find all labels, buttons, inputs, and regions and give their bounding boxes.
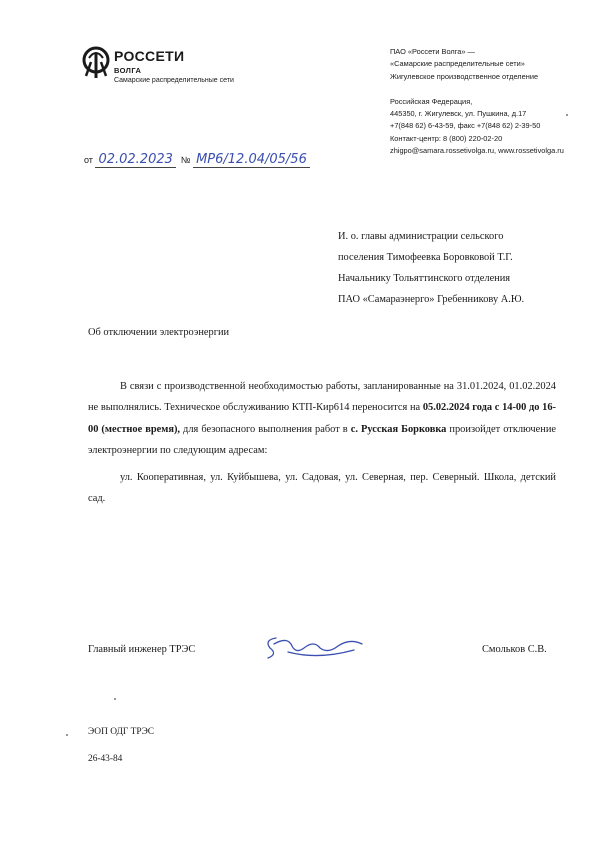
logo-brand: РОССЕТИ	[114, 48, 185, 64]
letter-subject: Об отключении электроэнергии	[88, 327, 230, 338]
addressee-line: Начальнику Тольяттинского отделения	[338, 273, 511, 284]
logo-sub: ВОЛГА	[114, 66, 142, 75]
org-info	[390, 46, 590, 157]
signer-name: Смольков С.В.	[482, 644, 547, 655]
signer-title: Главный инженер ТРЭС	[88, 644, 196, 655]
document-number: МР6/12.04/05/56	[193, 152, 310, 168]
outage-location: с. Русская Борковка	[350, 423, 447, 435]
body-paragraph: В связи с производственной необходимостью работы, запланированные на 31.01.2024, 01.02.2024 не выполнялись. Техническое обслуживанию КТП-Кир614 переносится на 05.02.2024 года с 14-00 до 16-00 (местное время), для безопасного выполнения работ в с. Русская Борковка произойдет отключение электроэнергии по следующим адресам:	[88, 381, 556, 457]
org-line: Жигулевское производственное отделение	[390, 71, 539, 81]
number-prefix: №	[180, 155, 191, 165]
org-line: ПАО «Россети Волга» —	[390, 47, 475, 56]
executor-phone: 26-43-84	[88, 754, 123, 764]
org-contact-center: Контакт-центр: 8 (800) 220-02-20	[390, 133, 503, 143]
outage-time: 05.02.2024 года с 14-00 до 16-00 (местное время),	[88, 402, 556, 435]
scan-speck	[114, 698, 116, 700]
addressee-block	[338, 226, 554, 310]
handwritten-signature	[258, 630, 368, 664]
addressee-line: поселения Тимофеевка Боровковой Т.Г.	[338, 252, 513, 263]
document-date: 02.02.2023	[95, 152, 175, 168]
executor-department: ЭОП ОДГ ТРЭС	[88, 727, 155, 737]
org-email-web: zhigpo@samara.rossetivolga.ru, www.rossetivolga.ru	[390, 146, 564, 156]
org-line: «Самарские распределительные сети»	[390, 59, 525, 69]
addressee-line: ПАО «Самараэнерго» Гребенникову А.Ю.	[338, 294, 525, 305]
scan-speck	[66, 734, 68, 736]
org-address: 445350, г. Жигулевск, ул. Пушкина, д.17	[390, 109, 527, 119]
org-phone: +7(848 62) 6-43-59, факс +7(848 62) 2-39-50	[390, 121, 541, 131]
letter-body	[88, 376, 556, 509]
logo-subtitle: Самарские распределительные сети	[114, 77, 234, 84]
scan-speck	[566, 114, 568, 116]
date-prefix: от	[84, 155, 93, 165]
rosseti-logo-icon	[82, 46, 110, 80]
org-line: Российская Федерация,	[390, 96, 473, 106]
document-reference	[84, 152, 310, 167]
company-logo	[82, 46, 262, 96]
addressee-line: И. о. главы администрации сельского	[338, 231, 504, 242]
address-list: ул. Кооперативная, ул. Куйбышева, ул. Садовая, ул. Северная, пер. Северный. Школа, детский сад.	[88, 471, 556, 505]
